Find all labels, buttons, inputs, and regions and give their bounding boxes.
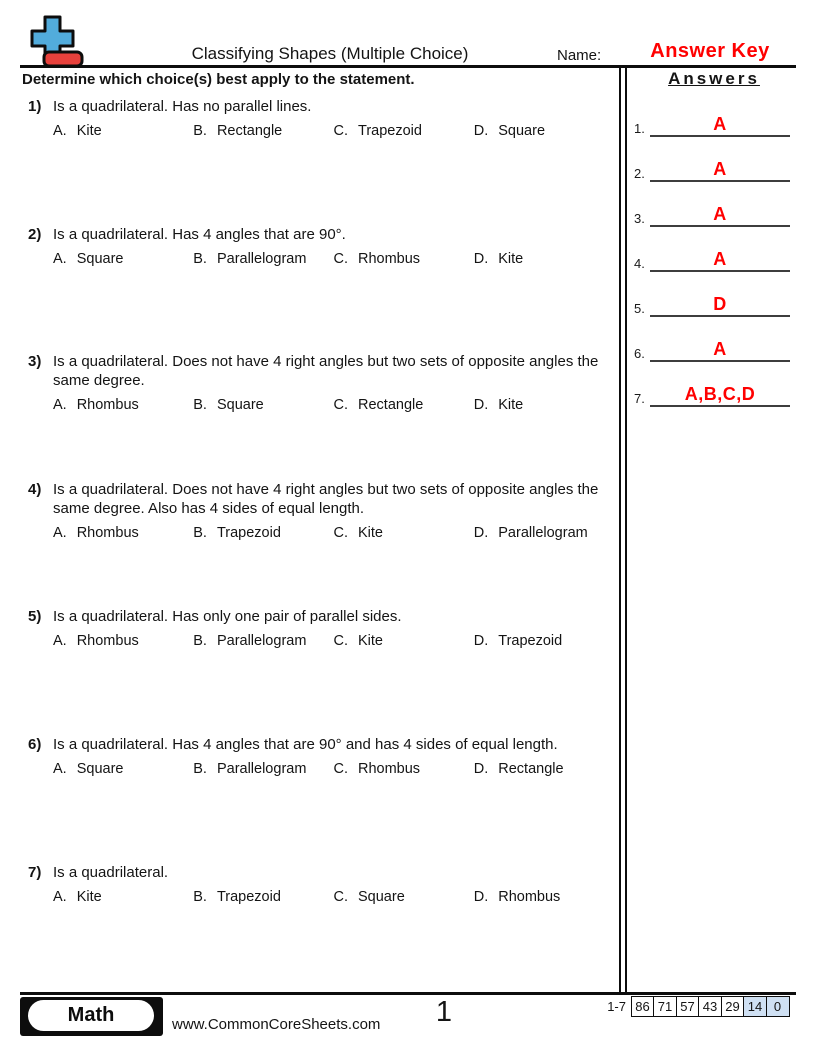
question-number: 7) (28, 864, 42, 881)
answer-option (334, 251, 474, 267)
option-letter: C. (333, 397, 348, 413)
answer-option (53, 889, 193, 905)
option-label: Rhombus (358, 251, 421, 267)
option-letter: C. (333, 761, 348, 777)
answer-option (334, 525, 474, 541)
grading-score-strip (632, 996, 790, 1017)
question (28, 735, 614, 777)
question-text: Is a quadrilateral. Has no parallel lines. (53, 98, 312, 115)
option-letter: B. (193, 123, 207, 139)
answer-option (193, 761, 333, 777)
question-number: 2) (28, 226, 42, 243)
option-letter: A. (53, 251, 67, 267)
question (28, 225, 614, 267)
answer-option (53, 251, 193, 267)
answer-option (474, 397, 614, 413)
option-label: Rectangle (498, 761, 564, 777)
option-label: Parallelogram (216, 633, 307, 649)
answer-item-number: 4. (634, 256, 645, 271)
option-letter: C. (333, 123, 348, 139)
answer-option (53, 525, 193, 541)
option-letter: C. (333, 251, 348, 267)
option-letter: B. (193, 251, 207, 267)
answer-option (334, 123, 474, 139)
question-number: 6) (28, 736, 42, 753)
answer-option (53, 761, 193, 777)
option-letter: A. (53, 397, 67, 413)
option-label: Kite (76, 889, 102, 905)
option-letter: B. (193, 525, 207, 541)
option-label: Parallelogram (498, 525, 588, 541)
option-label: Rhombus (76, 525, 139, 541)
answer-item-value: A (713, 204, 727, 224)
question (28, 607, 614, 649)
option-letter: B. (193, 889, 207, 905)
option-label: Trapezoid (358, 123, 422, 139)
answer-item-value: A (713, 159, 727, 179)
option-label: Square (76, 251, 124, 267)
options-row (53, 251, 614, 267)
option-label: Square (358, 889, 405, 905)
answer-item-number: 7. (634, 391, 645, 406)
question-text: Is a quadrilateral. Does not have 4 right angles but two sets of opposite angles the same degree. (53, 353, 599, 389)
subject-badge (20, 997, 163, 1036)
option-label: Square (216, 397, 264, 413)
option-letter: A. (53, 123, 67, 139)
option-letter: A. (53, 889, 67, 905)
option-letter: A. (53, 633, 67, 649)
option-letter: B. (193, 633, 207, 649)
question-row (28, 352, 614, 390)
score-box: 43 (698, 996, 722, 1017)
answer-option (334, 397, 474, 413)
option-label: Rhombus (358, 761, 421, 777)
question-text: Is a quadrilateral. Has 4 angles that are 90°. (53, 226, 346, 243)
question-row (28, 863, 614, 882)
answer-option (53, 397, 193, 413)
answer-option (193, 889, 333, 905)
subject-label: Math (67, 1004, 115, 1026)
answers-panel-title: Answers (668, 69, 760, 88)
question-text: Is a quadrilateral. (53, 864, 169, 881)
answer-option (334, 633, 474, 649)
options-row (53, 397, 614, 413)
question-row (28, 480, 614, 518)
option-letter: A. (53, 525, 67, 541)
worksheet-title: Classifying Shapes (Multiple Choice) (191, 44, 469, 63)
options-row (53, 889, 614, 905)
option-label: Rectangle (216, 123, 283, 139)
question-number: 3) (28, 353, 42, 370)
answer-option (474, 251, 614, 267)
question-text: Is a quadrilateral. Has 4 angles that are 90° and has 4 sides of equal length. (53, 736, 558, 753)
score-box: 71 (653, 996, 677, 1017)
answer-item-number: 2. (634, 166, 645, 181)
answer-item-value: D (713, 294, 727, 314)
answer-option (53, 633, 193, 649)
option-label: Rhombus (76, 633, 139, 649)
option-letter: D. (473, 525, 489, 541)
option-letter: D. (473, 397, 489, 413)
option-label: Kite (358, 633, 383, 649)
option-letter: D. (473, 889, 489, 905)
answer-option (474, 123, 614, 139)
answer-option (193, 123, 333, 139)
options-row (53, 525, 614, 541)
option-letter: C. (333, 525, 348, 541)
answer-option (193, 251, 333, 267)
question-text: Is a quadrilateral. Has only one pair of parallel sides. (53, 608, 402, 625)
option-label: Parallelogram (216, 761, 307, 777)
option-label: Rectangle (358, 397, 424, 413)
name-label: Name: (557, 47, 602, 64)
answer-option (334, 889, 474, 905)
answer-item-number: 3. (634, 211, 645, 226)
question (28, 863, 614, 905)
answer-option (474, 633, 614, 649)
answer-item-number: 6. (634, 346, 645, 361)
option-letter: B. (193, 397, 207, 413)
answer-option (474, 761, 614, 777)
score-box: 57 (676, 996, 700, 1017)
score-box: 86 (631, 996, 655, 1017)
question-row (28, 97, 614, 116)
question (28, 97, 614, 139)
answer-option (334, 761, 474, 777)
subject-pill (28, 1000, 154, 1031)
answer-option (193, 525, 333, 541)
options-row (53, 123, 614, 139)
option-label: Kite (358, 525, 383, 541)
answer-option (193, 633, 333, 649)
website-url: www.CommonCoreSheets.com (172, 1016, 381, 1033)
instructions-text: Determine which choice(s) best apply to the statement. (22, 71, 415, 88)
page-number: 1 (435, 996, 453, 1028)
answer-option (474, 889, 614, 905)
answer-item-value: A (713, 114, 727, 134)
option-label: Parallelogram (216, 251, 307, 267)
option-letter: D. (473, 123, 489, 139)
question-text: Is a quadrilateral. Does not have 4 right angles but two sets of opposite angles the same degree. Also has 4 sides of equal length. (53, 481, 599, 517)
option-letter: D. (473, 633, 489, 649)
option-letter: C. (333, 633, 348, 649)
option-label: Rhombus (76, 397, 139, 413)
option-label: Trapezoid (216, 525, 281, 541)
answer-option (474, 525, 614, 541)
score-box: 29 (721, 996, 745, 1017)
option-label: Kite (76, 123, 102, 139)
answer-option (53, 123, 193, 139)
option-label: Trapezoid (216, 889, 281, 905)
options-row (53, 633, 614, 649)
option-label: Rhombus (498, 889, 561, 905)
option-label: Kite (498, 251, 524, 267)
score-box: 0 (766, 996, 790, 1017)
answer-item-value: A,B,C,D (684, 384, 756, 404)
name-value-answer-key: Answer Key (650, 40, 770, 62)
score-box: 14 (743, 996, 767, 1017)
question-row (28, 735, 614, 754)
option-label: Kite (498, 397, 524, 413)
option-label: Square (76, 761, 124, 777)
options-row (53, 761, 614, 777)
answer-item-value: A (713, 249, 727, 269)
footer-divider (20, 992, 796, 995)
option-letter: A. (53, 761, 67, 777)
question-row (28, 607, 614, 626)
question-number: 1) (28, 98, 42, 115)
question-number: 4) (28, 481, 42, 498)
answer-item-value: A (713, 339, 727, 359)
answer-item-number: 5. (634, 301, 645, 316)
option-letter: C. (333, 889, 348, 905)
answer-item-number: 1. (634, 121, 645, 136)
question (28, 352, 614, 413)
problem-range-label: 1-7 (607, 999, 626, 1014)
option-label: Trapezoid (498, 633, 563, 649)
answer-option (193, 397, 333, 413)
option-letter: B. (193, 761, 207, 777)
option-letter: D. (473, 761, 489, 777)
question (28, 480, 614, 541)
question-number: 5) (28, 608, 42, 625)
option-label: Square (498, 123, 546, 139)
option-letter: D. (473, 251, 489, 267)
question-row (28, 225, 614, 244)
